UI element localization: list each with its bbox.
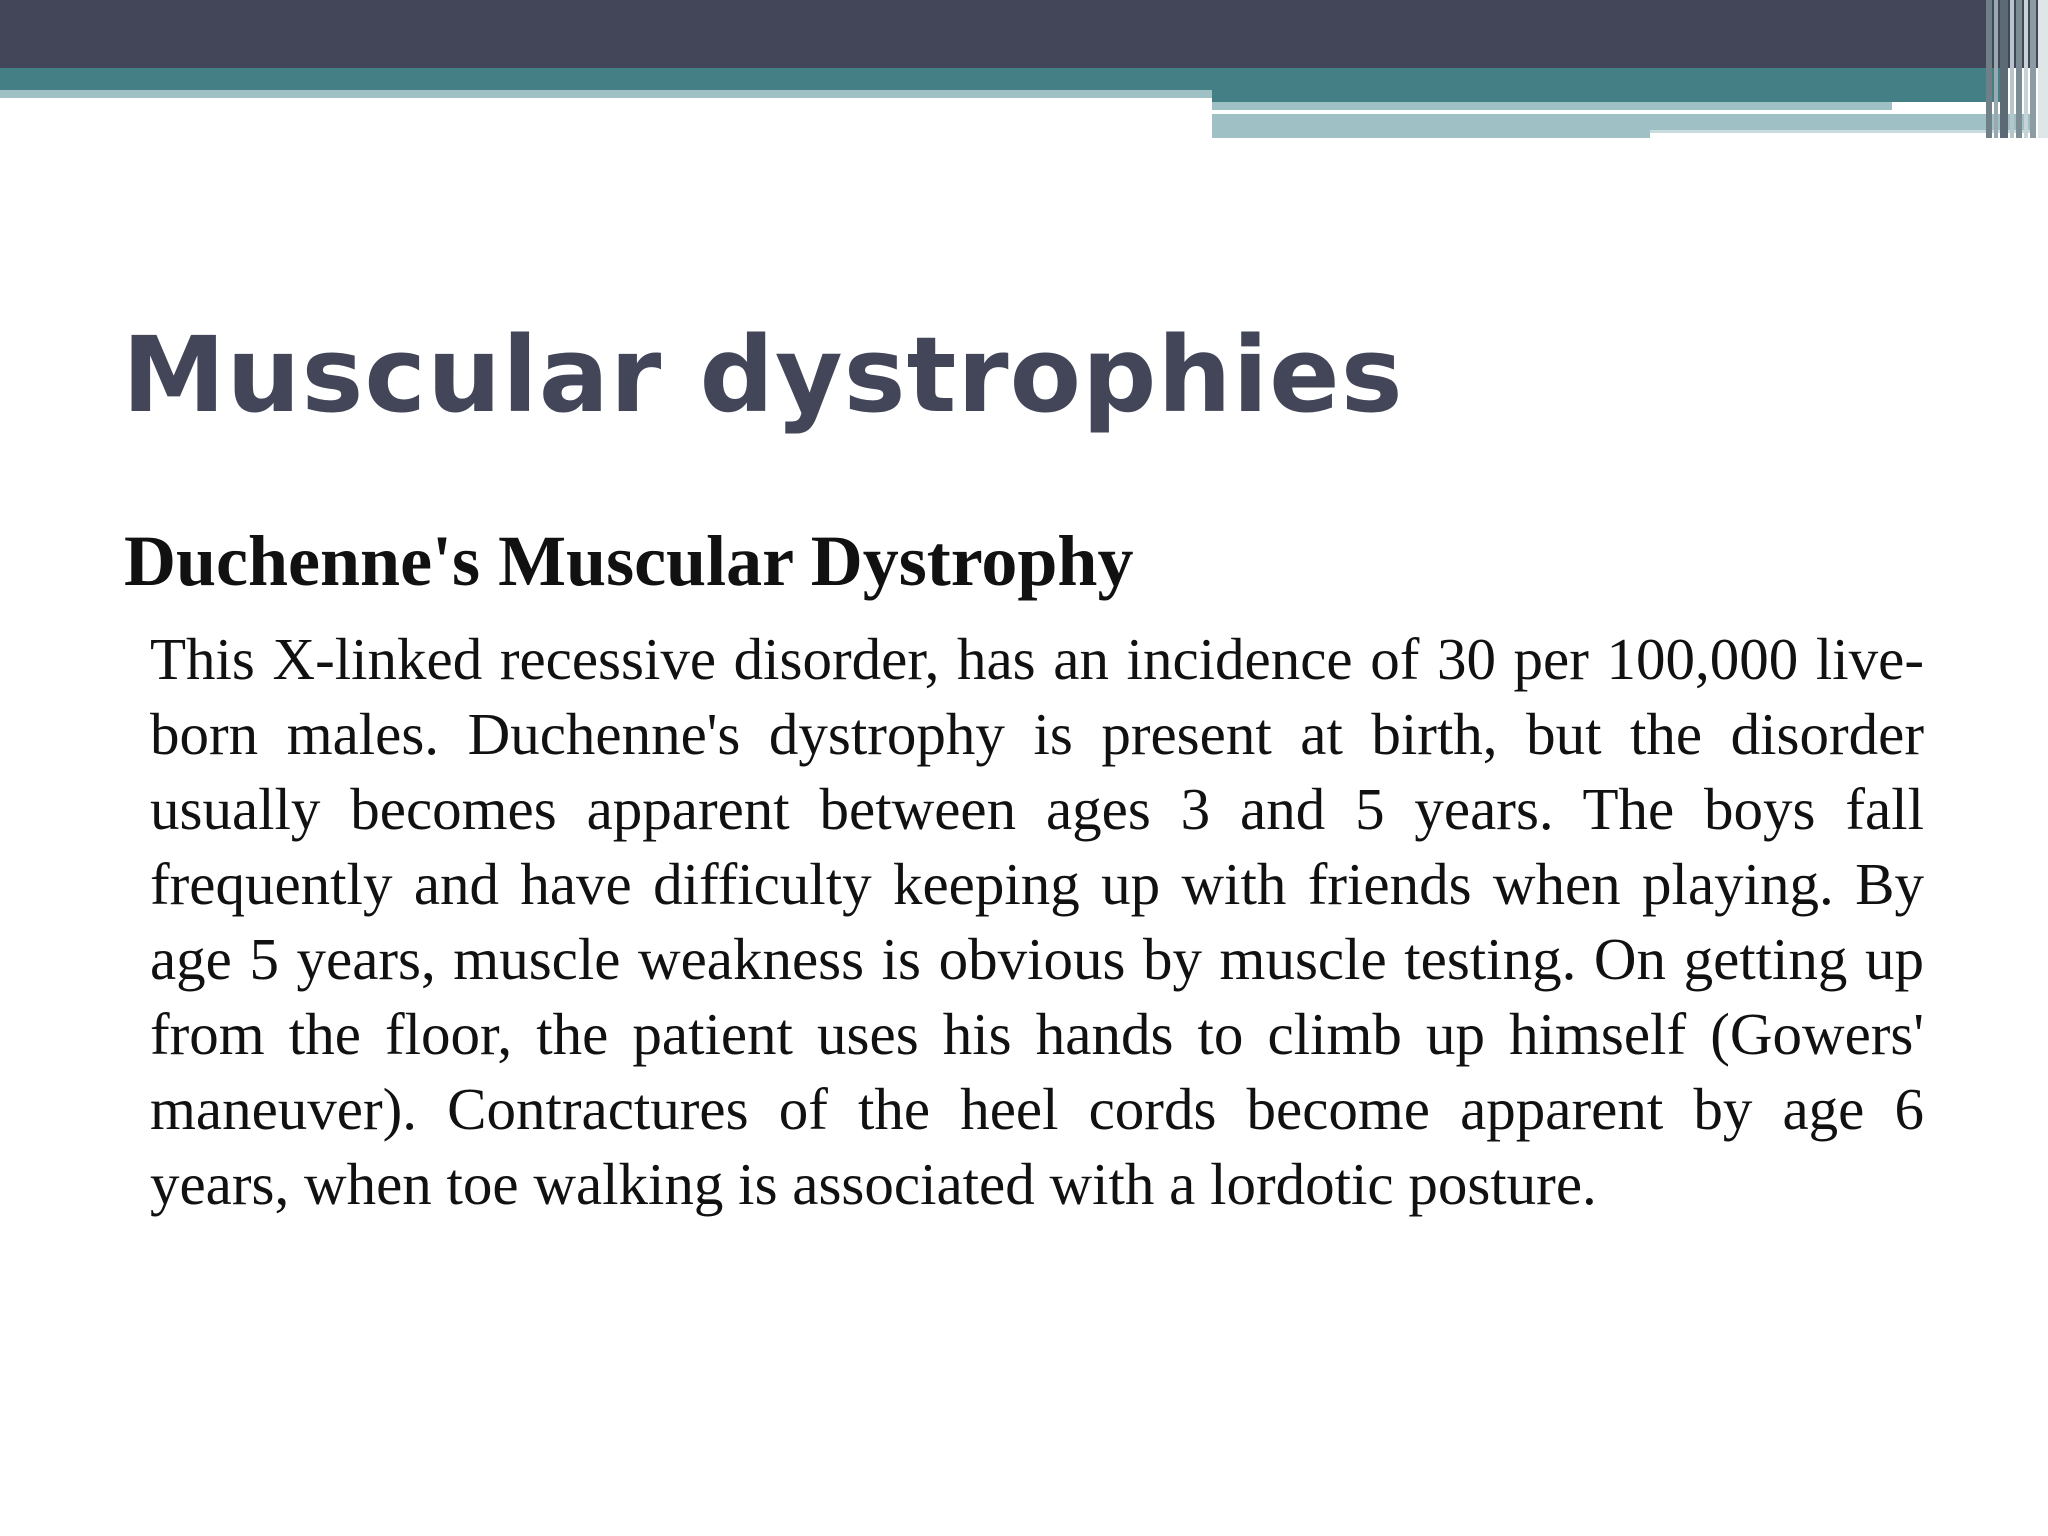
header-teal-block <box>1212 90 2000 102</box>
header-endcap-stripe <box>2016 0 2022 138</box>
header-endcap-stripe <box>2010 0 2014 138</box>
header-teal-band <box>0 68 2000 90</box>
header-endcap-stripe <box>2000 0 2008 138</box>
header-thin-line <box>1650 130 2032 133</box>
slide-title: Muscular dystrophies <box>122 314 1404 436</box>
header-light-strip <box>0 90 1212 98</box>
header-light-strip-bottom <box>1212 130 1650 138</box>
slide-subtitle: Duchenne's Muscular Dystrophy <box>124 521 1134 601</box>
header-endcap-stripe <box>2038 0 2048 138</box>
header-light-strip-right <box>1212 102 1892 110</box>
slide-body-paragraph: This X-linked recessive disorder, has an incidence of 30 per 100,000 live-born males. Duchenne's dystrophy is present at birth, but the disorder usually becomes apparent between ages 3 and 5 years. The boys fall frequently and have difficulty keeping up with friends when playing. By age 5 years, muscle weakness is obvious by muscle testing. On getting up from the floor, the patient uses his hands to climb up himself (Gowers' maneuver). Contractures of the heel cords become apparent by age 6 years, when toe walking is associated with a lordotic posture. <box>150 626 1924 1217</box>
header-endcap-stripe <box>2030 0 2036 138</box>
header-endcap-stripe <box>1994 0 1998 138</box>
header-light-strip-lower <box>1212 114 2032 130</box>
header-endcap-stripe <box>2024 0 2028 138</box>
header-dark-band <box>0 0 2048 68</box>
header-endcap-stripe <box>1986 0 1992 138</box>
